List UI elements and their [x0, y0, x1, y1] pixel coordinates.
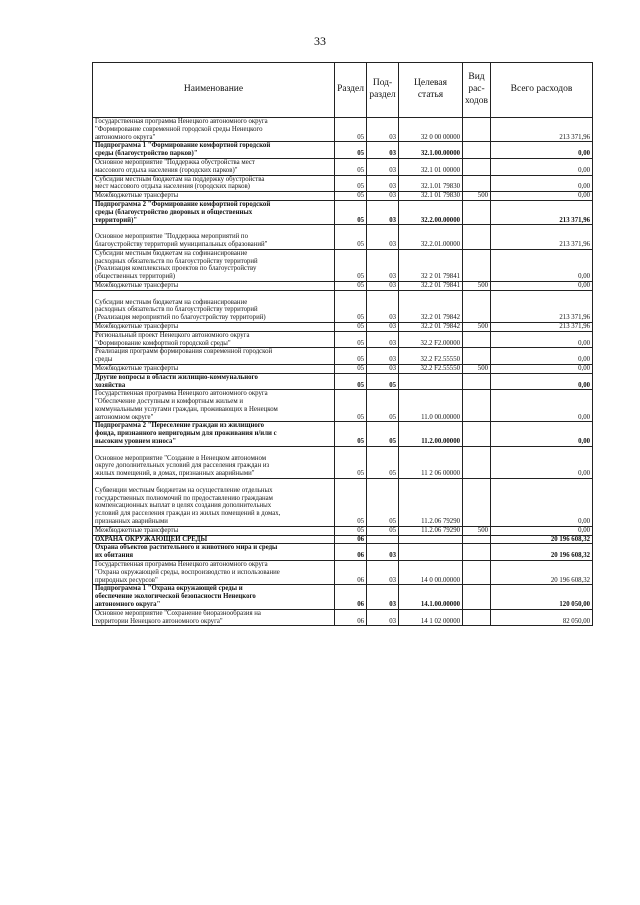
cell-statya: 32.1 01 79830 — [399, 192, 463, 201]
cell-sum: 213 371,96 — [491, 118, 593, 142]
cell-statya: 32.2 01 79842 — [399, 290, 463, 322]
cell-razdel: 05 — [335, 479, 367, 527]
cell-sum: 0,00 — [491, 249, 593, 281]
cell-razdel: 05 — [335, 364, 367, 373]
cell-sum: 213 371,96 — [491, 200, 593, 224]
cell-podrazdel — [367, 535, 399, 544]
cell-sum: 20 196 608,32 — [491, 561, 593, 585]
table-row — [93, 479, 593, 527]
cell-sum: 0,00 — [491, 331, 593, 348]
table-row — [93, 225, 593, 249]
column-header-razdel: Раздел — [335, 63, 367, 118]
table-row — [93, 609, 593, 626]
cell-vid — [463, 200, 491, 224]
cell-razdel: 05 — [335, 373, 367, 390]
column-header-sum: Всего расходов — [491, 63, 593, 118]
cell-name: Межбюджетные трансферты — [93, 364, 335, 373]
cell-statya: 32.1 01 00000 — [399, 158, 463, 175]
table-body — [93, 118, 593, 626]
cell-razdel: 06 — [335, 585, 367, 609]
column-header-name: Наименование — [93, 63, 335, 118]
cell-statya: 11 2 06 00000 — [399, 446, 463, 478]
cell-razdel: 05 — [335, 158, 367, 175]
table-row — [93, 158, 593, 175]
cell-razdel: 06 — [335, 609, 367, 626]
cell-vid — [463, 585, 491, 609]
cell-vid — [463, 544, 491, 561]
cell-vid — [463, 290, 491, 322]
cell-statya — [399, 535, 463, 544]
cell-vid: 500 — [463, 322, 491, 331]
cell-podrazdel: 05 — [367, 526, 399, 535]
cell-name: Реализация программ формирования современной городской среды — [93, 348, 335, 365]
cell-name: Субсидии местным бюджетам на софинансирование расходных обязательств по благоустройству территорий (Реализация комплексных проектов по благоустройству общественных территорий) — [93, 249, 335, 281]
cell-sum: 0,00 — [491, 192, 593, 201]
cell-razdel: 06 — [335, 544, 367, 561]
table-row — [93, 364, 593, 373]
cell-name: Основное мероприятие "Поддержка мероприятий по благоустройству территорий муниципальных образований" — [93, 225, 335, 249]
cell-name: Субсидии местным бюджетам на поддержку обустройства мест массового отдыха населения (городских парков) — [93, 175, 335, 192]
cell-razdel: 05 — [335, 118, 367, 142]
cell-statya: 32.2.01.00000 — [399, 225, 463, 249]
cell-vid — [463, 348, 491, 365]
cell-name: Другие вопросы в области жилищно-коммунального хозяйства — [93, 373, 335, 390]
table-row — [93, 331, 593, 348]
cell-podrazdel: 05 — [367, 422, 399, 446]
table-row — [93, 373, 593, 390]
cell-vid — [463, 175, 491, 192]
cell-vid — [463, 390, 491, 422]
table-row — [93, 544, 593, 561]
cell-razdel: 05 — [335, 290, 367, 322]
cell-sum: 0,00 — [491, 422, 593, 446]
cell-name: Межбюджетные трансферты — [93, 192, 335, 201]
table-row — [93, 390, 593, 422]
cell-sum: 0,00 — [491, 364, 593, 373]
cell-sum: 213 371,96 — [491, 290, 593, 322]
cell-razdel: 05 — [335, 390, 367, 422]
table-row — [93, 290, 593, 322]
table-row — [93, 446, 593, 478]
cell-vid — [463, 142, 491, 159]
cell-statya: 32.2.00.00000 — [399, 200, 463, 224]
cell-podrazdel: 03 — [367, 561, 399, 585]
cell-vid: 500 — [463, 192, 491, 201]
cell-razdel: 05 — [335, 331, 367, 348]
cell-razdel: 06 — [335, 535, 367, 544]
cell-name: Подпрограмма 2 "Переселение граждан из жилищного фонда, признанного непригодным для проживания и/или с высоким уровнем износа" — [93, 422, 335, 446]
cell-razdel: 05 — [335, 281, 367, 290]
cell-podrazdel: 05 — [367, 390, 399, 422]
cell-statya: 11.2.00.00000 — [399, 422, 463, 446]
cell-statya: 11.0 00.00000 — [399, 390, 463, 422]
table-row — [93, 175, 593, 192]
cell-statya — [399, 544, 463, 561]
cell-statya: 11.2.06 79290 — [399, 479, 463, 527]
cell-name: Охрана объектов растительного и животного мира и среды их обитания — [93, 544, 335, 561]
cell-podrazdel: 03 — [367, 331, 399, 348]
cell-statya: 32.1.00.00000 — [399, 142, 463, 159]
cell-podrazdel: 05 — [367, 373, 399, 390]
cell-statya: 14 0 00.00000 — [399, 561, 463, 585]
cell-statya: 11.2.06 79290 — [399, 526, 463, 535]
table-row — [93, 535, 593, 544]
table-row — [93, 422, 593, 446]
cell-statya: 32.1.01 79830 — [399, 175, 463, 192]
cell-razdel: 06 — [335, 561, 367, 585]
cell-vid — [463, 422, 491, 446]
cell-podrazdel: 03 — [367, 544, 399, 561]
cell-name: Государственная программа Ненецкого автономного округа "Охрана окружающей среды, воспроизводство и использование природных ресурсов" — [93, 561, 335, 585]
cell-vid — [463, 446, 491, 478]
cell-sum: 0,00 — [491, 175, 593, 192]
cell-name: Межбюджетные трансферты — [93, 281, 335, 290]
cell-vid — [463, 561, 491, 585]
cell-statya: 14.1.00.00000 — [399, 585, 463, 609]
cell-razdel: 05 — [335, 249, 367, 281]
cell-sum: 0,00 — [491, 479, 593, 527]
cell-podrazdel: 03 — [367, 290, 399, 322]
cell-name: ОХРАНА ОКРУЖАЮЩЕЙ СРЕДЫ — [93, 535, 335, 544]
cell-razdel: 05 — [335, 200, 367, 224]
cell-vid — [463, 225, 491, 249]
cell-name: Государственная программа Ненецкого автономного округа "Формирование современной городской среды Ненецкого автономного округа" — [93, 118, 335, 142]
cell-razdel: 05 — [335, 422, 367, 446]
cell-sum: 0,00 — [491, 348, 593, 365]
column-header-podrazdel: Под- раздел — [367, 63, 399, 118]
cell-podrazdel: 03 — [367, 200, 399, 224]
page-number: 33 — [314, 34, 326, 48]
cell-name: Основное мероприятие "Сохранение биоразнообразия на территории Ненецкого автономного округа" — [93, 609, 335, 626]
table-row — [93, 192, 593, 201]
table-row — [93, 348, 593, 365]
cell-statya: 32 2 01 79841 — [399, 249, 463, 281]
cell-vid — [463, 158, 491, 175]
cell-podrazdel: 03 — [367, 364, 399, 373]
cell-podrazdel: 03 — [367, 609, 399, 626]
cell-razdel: 05 — [335, 175, 367, 192]
cell-name: Основное мероприятие "Поддержка обустройства мест массового отдыха населения (городских парков)" — [93, 158, 335, 175]
cell-podrazdel: 03 — [367, 142, 399, 159]
table-row — [93, 200, 593, 224]
cell-name: Основное мероприятие "Создание в Ненецком автономном округе дополнительных условий для расселения граждан из жилых помещений, в домах, признанных аварийными" — [93, 446, 335, 478]
cell-podrazdel: 03 — [367, 192, 399, 201]
cell-vid — [463, 535, 491, 544]
cell-podrazdel: 05 — [367, 479, 399, 527]
cell-statya: 32.2 01 79841 — [399, 281, 463, 290]
table-row — [93, 561, 593, 585]
cell-podrazdel: 03 — [367, 585, 399, 609]
cell-statya: 32.2 F2.55550 — [399, 348, 463, 365]
cell-podrazdel: 03 — [367, 118, 399, 142]
table-row — [93, 322, 593, 331]
cell-razdel: 05 — [335, 446, 367, 478]
cell-name: Межбюджетные трансферты — [93, 526, 335, 535]
cell-sum: 0,00 — [491, 158, 593, 175]
table-row — [93, 249, 593, 281]
cell-statya: 32.2 01 79842 — [399, 322, 463, 331]
table-row — [93, 142, 593, 159]
cell-podrazdel: 03 — [367, 225, 399, 249]
cell-vid: 500 — [463, 364, 491, 373]
cell-sum: 213 371,96 — [491, 225, 593, 249]
cell-vid — [463, 373, 491, 390]
cell-statya: 32.2 F2.00000 — [399, 331, 463, 348]
cell-name: Подпрограмма 2 "Формирование комфортной городской среды (благоустройство дворовых и общественных территорий)" — [93, 200, 335, 224]
cell-razdel: 05 — [335, 526, 367, 535]
cell-name: Субсидии местным бюджетам на софинансирование расходных обязательств по благоустройству территорий (Реализация мероприятий по благоустройству территорий) — [93, 290, 335, 322]
table-row — [93, 118, 593, 142]
cell-podrazdel: 03 — [367, 175, 399, 192]
cell-razdel: 05 — [335, 225, 367, 249]
cell-vid: 500 — [463, 526, 491, 535]
cell-razdel: 05 — [335, 192, 367, 201]
cell-sum: 0,00 — [491, 526, 593, 535]
cell-name: Подпрограмма 1 "Охрана окружающей среды и обеспечение экологической безопасности Ненецкого автономного округа" — [93, 585, 335, 609]
cell-podrazdel: 03 — [367, 249, 399, 281]
cell-razdel: 05 — [335, 348, 367, 365]
cell-podrazdel: 03 — [367, 348, 399, 365]
cell-sum: 0,00 — [491, 446, 593, 478]
table-row — [93, 585, 593, 609]
cell-name: Региональный проект Ненецкого автономного округа "Формирование комфортной городской среды" — [93, 331, 335, 348]
cell-vid — [463, 249, 491, 281]
cell-vid — [463, 331, 491, 348]
cell-name: Подпрограмма 1 "Формирование комфортной городской среды (благоустройство парков)" — [93, 142, 335, 159]
cell-sum: 213 371,96 — [491, 322, 593, 331]
table-row — [93, 281, 593, 290]
column-header-statya: Целевая статья — [399, 63, 463, 118]
cell-sum: 0,00 — [491, 142, 593, 159]
cell-sum: 0,00 — [491, 390, 593, 422]
cell-sum: 0,00 — [491, 373, 593, 390]
cell-razdel: 05 — [335, 142, 367, 159]
cell-statya: 14 1 02 00000 — [399, 609, 463, 626]
cell-vid — [463, 479, 491, 527]
cell-name: Межбюджетные трансферты — [93, 322, 335, 331]
cell-statya: 32 0 00 00000 — [399, 118, 463, 142]
budget-table — [92, 62, 593, 626]
cell-sum: 82 050,00 — [491, 609, 593, 626]
cell-statya: 32.2 F2.55550 — [399, 364, 463, 373]
cell-sum: 120 050,00 — [491, 585, 593, 609]
cell-podrazdel: 03 — [367, 158, 399, 175]
cell-name: Субвенции местным бюджетам на осуществление отдельных государственных полномочий по предоставлению гражданам компенсационных выплат в целях создания дополнительных условий для расселения граждан из жилых помещений в домах, признанных аварийными — [93, 479, 335, 527]
cell-razdel: 05 — [335, 322, 367, 331]
cell-name: Государственная программа Ненецкого автономного округа "Обеспечение доступным и комфортным жильем и коммунальными услугами граждан, проживающих в Ненецком автономном округе" — [93, 390, 335, 422]
cell-vid — [463, 118, 491, 142]
cell-podrazdel: 05 — [367, 446, 399, 478]
cell-sum: 0,00 — [491, 281, 593, 290]
cell-statya — [399, 373, 463, 390]
cell-podrazdel: 03 — [367, 322, 399, 331]
cell-vid: 500 — [463, 281, 491, 290]
cell-podrazdel: 03 — [367, 281, 399, 290]
cell-sum: 20 196 608,32 — [491, 535, 593, 544]
table-header-row — [93, 63, 593, 118]
cell-sum: 20 196 608,32 — [491, 544, 593, 561]
cell-vid — [463, 609, 491, 626]
table-row — [93, 526, 593, 535]
column-header-vid: Вид рас- ходов — [463, 63, 491, 118]
